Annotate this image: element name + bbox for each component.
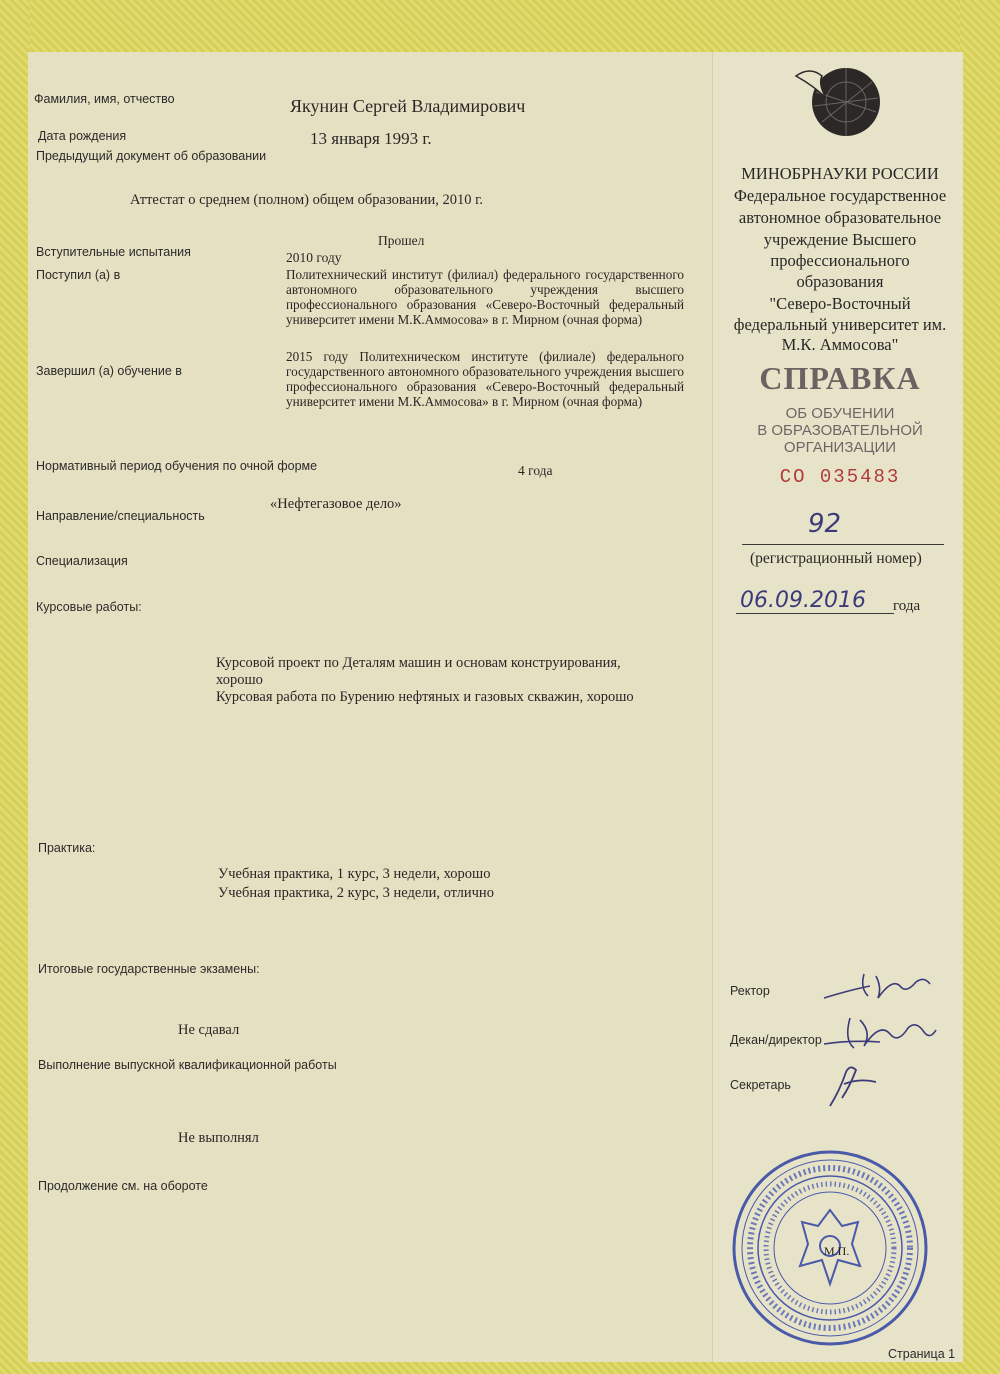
- dean-signature: [820, 1010, 940, 1054]
- prev-doc-label: Предыдущий документ об образовании: [36, 149, 267, 163]
- secretary-label: Секретарь: [730, 1078, 791, 1092]
- period-label: Нормативный период обучения по очной форме: [36, 459, 318, 473]
- finished-label: Завершил (а) обучение в: [36, 364, 182, 378]
- document-subtitle: ОРГАНИЗАЦИИ: [783, 439, 897, 456]
- document-subtitle: В ОБРАЗОВАТЕЛЬНОЙ: [757, 422, 923, 439]
- dob-value: 13 января 1993 г.: [310, 129, 432, 148]
- org-line: Федеральное государственное: [733, 186, 947, 205]
- coursework-item: Курсовая работа по Бурению нефтяных и газовых скважин, хорошо: [216, 689, 634, 705]
- entrance-value: Прошел: [378, 233, 425, 248]
- continued-note: Продолжение см. на обороте: [38, 1179, 208, 1193]
- org-line: образования: [796, 272, 884, 291]
- coursework-item: хорошо: [216, 672, 263, 688]
- practice-label: Практика:: [38, 841, 96, 855]
- rector-label: Ректор: [730, 984, 770, 998]
- guilloche-border-top: [0, 0, 1000, 54]
- guilloche-border-left: [0, 0, 30, 1374]
- coursework-label: Курсовые работы:: [36, 600, 142, 614]
- org-line: учреждение Высшего: [763, 230, 917, 249]
- thesis-label: Выполнение выпускной квалификационной работы: [38, 1058, 337, 1072]
- document-subtitle: ОБ ОБУЧЕНИИ: [785, 405, 895, 422]
- practice-item: Учебная практика, 2 курс, 3 недели, отлично: [218, 885, 494, 901]
- org-line: профессионального: [770, 251, 910, 270]
- direction-value: «Нефтегазовое дело»: [270, 496, 402, 512]
- seal-place-label: М.П.: [824, 1244, 850, 1258]
- org-line: автономное образовательное: [738, 208, 942, 227]
- coursework-item: Курсовой проект по Деталям машин и основам конструирования,: [216, 655, 621, 671]
- rector-signature: [820, 968, 940, 1004]
- fio-value: Якунин Сергей Владимирович: [290, 96, 526, 116]
- direction-label: Направление/специальность: [36, 509, 205, 523]
- page-number: Страница 1: [888, 1347, 956, 1361]
- enrolled-text: Политехнический институт (филиал) федерального государственного автономного образовательного учреждения высшего профессионального образования «Северо-Восточный федеральный университет имени М.К.Аммосова» в г. Мирном (очная форма): [286, 267, 684, 327]
- org-line: федеральный университет им.: [733, 315, 947, 334]
- guilloche-border-right: [960, 0, 1000, 1374]
- serial-number: СО 035483: [779, 466, 901, 488]
- registration-number: 92: [808, 509, 842, 539]
- date-line: [736, 613, 894, 614]
- enrolled-label: Поступил (а) в: [36, 268, 121, 282]
- finished-text: 2015 году Политехническом институте (филиале) федерального государственного автономного образовательного учреждения высшего профессионального образования «Северо-Восточный федеральный университет имени М.К.Аммосова» в г. Мирном (очная форма): [286, 349, 684, 409]
- org-line: М.К. Аммосова": [781, 335, 899, 354]
- dob-label: Дата рождения: [38, 129, 127, 143]
- entrance-label: Вступительные испытания: [36, 245, 191, 259]
- ministry-label: МИНОБРНАУКИ РОССИИ: [741, 164, 939, 183]
- org-line: "Северо-Восточный: [769, 294, 911, 313]
- period-value: 4 года: [518, 463, 553, 478]
- prev-doc-value: Аттестат о среднем (полном) общем образовании, 2010 г.: [130, 192, 484, 208]
- thesis-value: Не выполнял: [178, 1130, 259, 1146]
- enrolled-year: 2010 году: [286, 250, 342, 265]
- document-title: СПРАВКА: [759, 360, 921, 396]
- date-suffix: года: [893, 598, 921, 614]
- exams-value: Не сдавал: [178, 1022, 240, 1038]
- guilloche-border-bottom: [0, 1360, 1000, 1374]
- secretary-signature: [820, 1060, 900, 1110]
- practice-item: Учебная практика, 1 курс, 3 недели, хорошо: [218, 866, 491, 882]
- fio-label: Фамилия, имя, отчество: [34, 92, 175, 106]
- registration-label: (регистрационный номер): [750, 550, 922, 567]
- university-emblem: [792, 62, 888, 142]
- specialization-label: Специализация: [36, 554, 128, 568]
- exams-label: Итоговые государственные экзамены:: [38, 962, 260, 976]
- issue-date: 06.09.2016: [740, 588, 866, 613]
- dean-label: Декан/директор: [730, 1033, 822, 1047]
- registration-line: [742, 544, 944, 545]
